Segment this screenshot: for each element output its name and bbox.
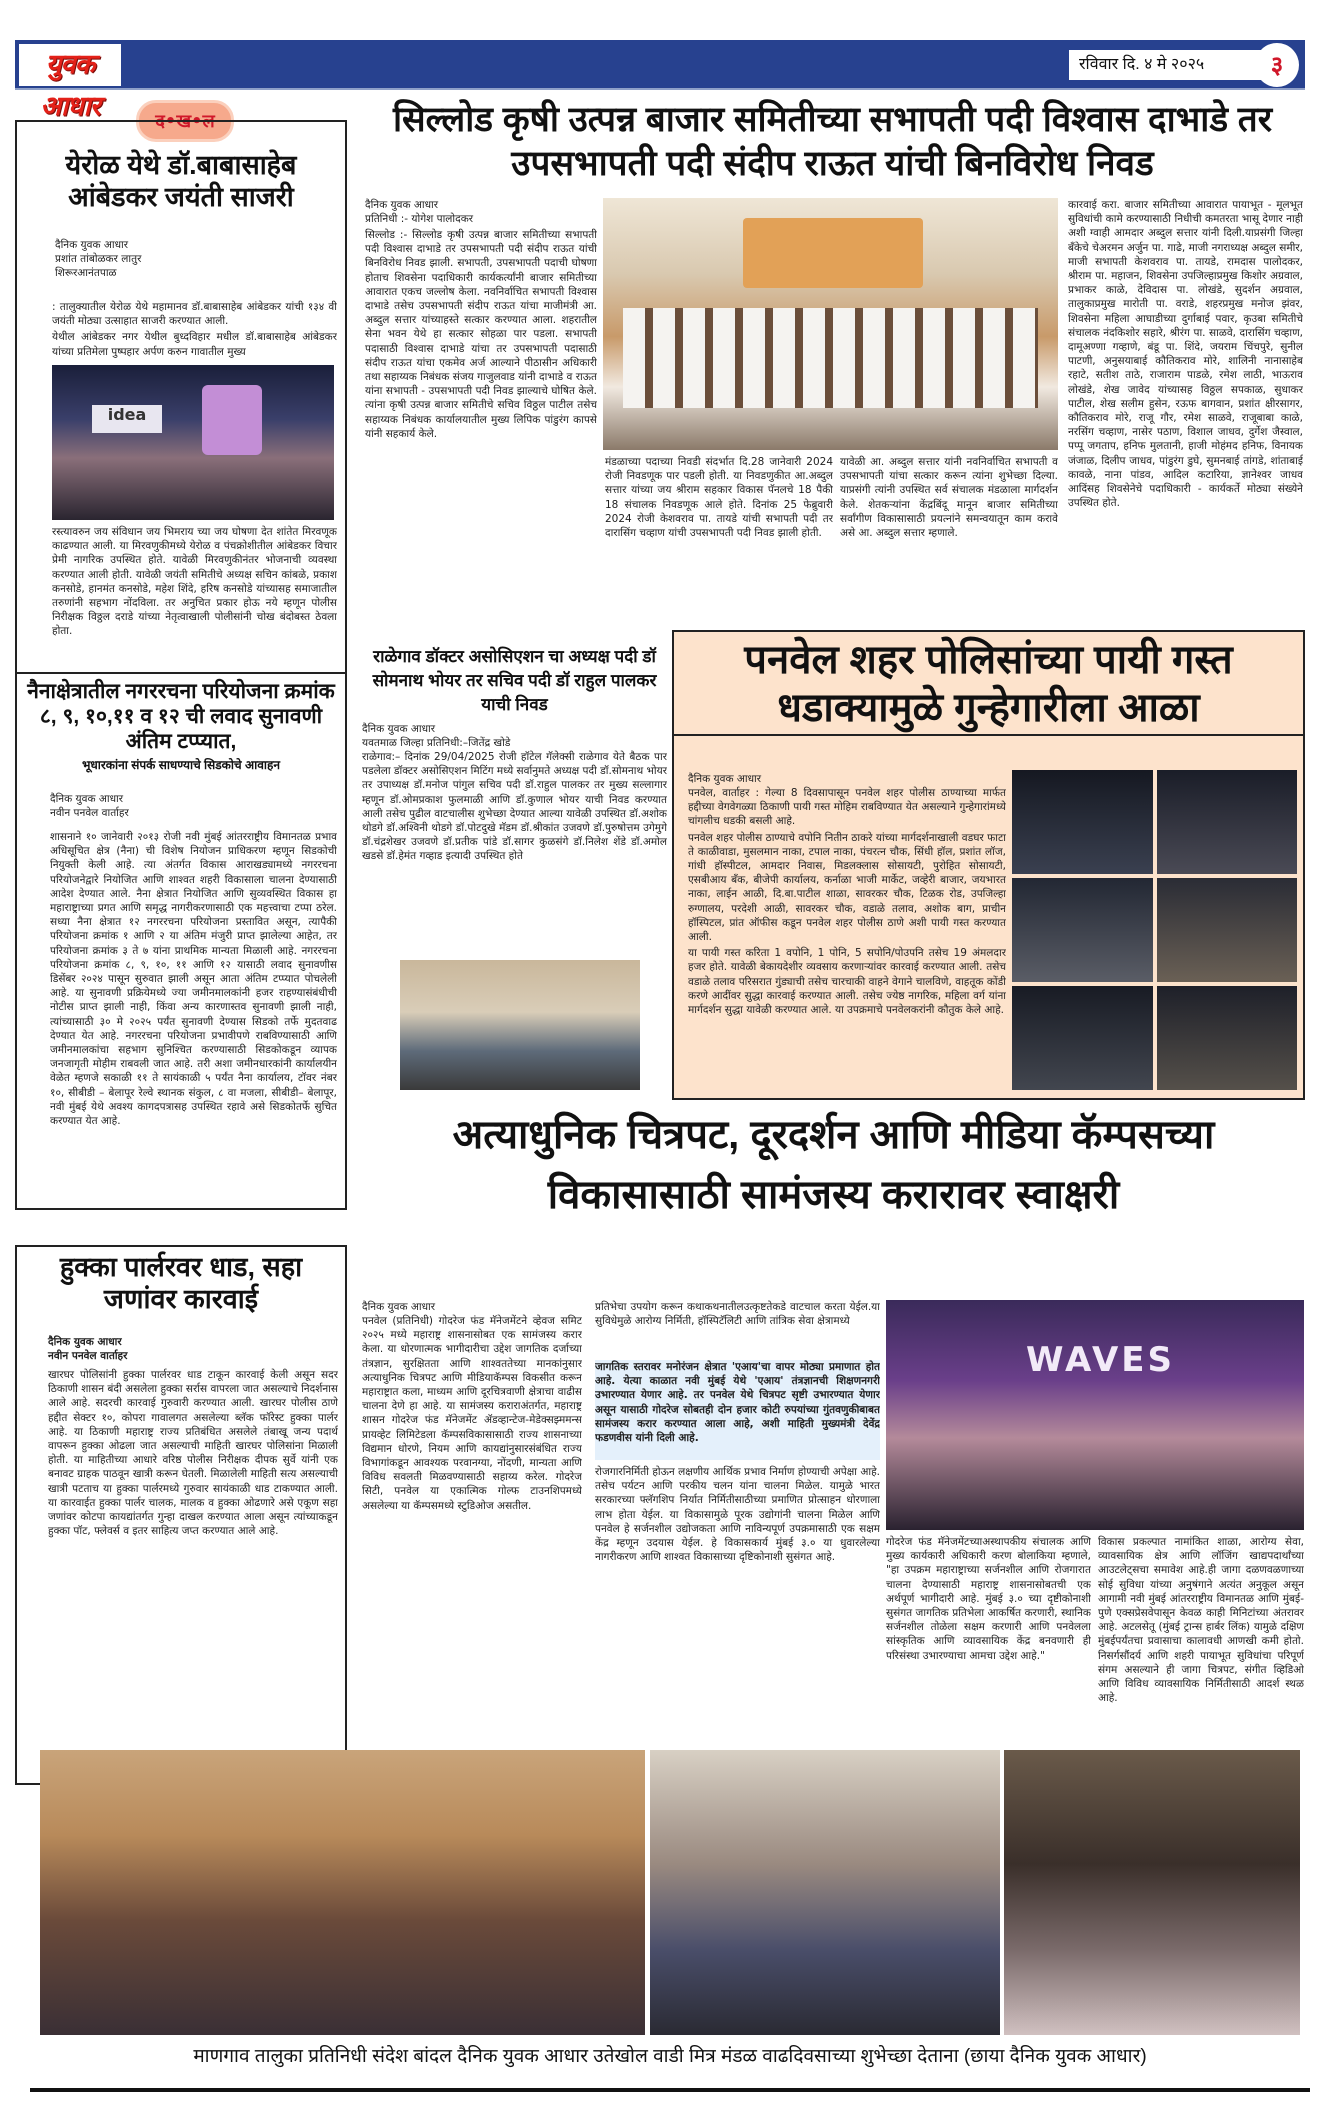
bottom-rule [30, 2088, 1310, 2092]
media-headline: अत्याधुनिक चित्रपट, दूरदर्शन आणि मीडिया कॅम्पसच्या विकासासाठी सामंजस्य करारावर स्वाक्षरी [452, 1113, 1215, 1217]
byline-line: दैनिक युवक आधार [365, 199, 439, 211]
divider [672, 734, 1305, 736]
sillod-body-col4: कारवाई करा. बाजार समितीच्या आवारात पायाभूत - मूलभूत सुविधांची कामे करण्यासाठी निधीची कमतरता भासू देणार नाही अशी ग्वाही आमदार अब्दुल सत्तार यांनी दिली.याप्रसंगी जिल्हा बँकेचे चेअरमन अर्जुन पा. गाढे, माजी नगराध्यक्ष अब्दुल समीर, माजी सभापती केशवराव पा. तायडे, रामदास पालोदकर, श्रीराम पा. महाजन, शिवसेना उपजिल्हाप्रमुख किशोर अग्रवाल, प्रभाकर काळे, देविदास पा. लोखंडे, सुदर्शन अग्रवाल, तालुकाप्रमुख मारोती पा. वराडे, शहरप्रमुख मनोज झंवर, शिवसेना महिला आघाडीच्या दुर्गाबाई पवार, कृउबा समितीचे संचालक नंदकिशोर सहारे, श्रीरंग पा. साळवे, दारासिंग चव्हाण, दामूअण्णा गव्हाणे, बंडू पा. शिंदे, जयराम चिंचपुरे, सुनील पाटणी, अनुसयाबाई कौतिकराव मोरे, शालिनी नानासाहेब रहाटे, सतीश ताठे, राजाराम पाडळे, रमेश लाठी, भाऊराव लोखंडे, शेख जावेद यांच्यासह विठ्ठल सपकाळ, सुधाकर पाटील, शेख सलीम हुसेन, रऊफ बागवान, प्रशांत क्षीरसागर, कौतिकराव मोरे, राजू गौर, रमेश साळवे, राजूबाबा काळे, नरसिंग चव्हाण, नासेर पठाण, विशाल जाधव, दुर्गेश जैस्वाल, पप्पू जगताप, हनिफ मुलतानी, हाजी मोहंमद हनिफ, विनायक जंजाळ, दिलीप जाधव, पांडुरंग डुघे, सुमनबाई तांगडे, शांताबाई कावळे, नाना पांडव, आदिल कटारिया, ज्ञानेश्वर जाधव आदिंसह शिवसेनेचे पदाधिकारी - कार्यकर्ते मोठ्या संख्येने उपस्थित होते. [1068, 199, 1303, 510]
patrol-photo [1157, 986, 1298, 1090]
ralegaon-doctors-photo [400, 960, 640, 1090]
mitra-mandal-photo-2 [650, 1750, 1000, 2035]
yerol-body [52, 300, 337, 358]
byline-line: प्रतिनिधी :- योगेश पालोदकर [365, 213, 474, 225]
hukka-body: खारघर पोलिसांनी हुक्का पार्लरवर धाड टाकून कारवाई केली असून सदर ठिकाणी शासन बंदी असलेला हुक्का सर्रास वापरला जात असल्याचे निदर्शनास आले आहे. सदरची कारवाई गुरुवारी करण्यात आली. खारघर पोलीस ठाणे हद्दीत सेक्टर १०, कोपरा गावालगत असलेल्या ब्लॅक फॉरेस्ट हुक्का पार्लर आहे. या ठिकाणी महाराष्ट्र राज्य प्रतिबंधित असलेले तंबाखू जन्य पदार्थ वापरून हुक्का ओढला जात असल्याची माहिती खारघर पोलिसांना मिळाली होती. या माहितीच्या आधारे वरिष्ठ पोलीस निरीक्षक दीपक सुर्वे यांनी एक बनावट ग्राहक पाठवून खात्री करून घेतली. मिळालेली माहिती सत्य असल्याची खात्री पटताच या हुक्का पार्लरमध्ये गुरुवार सायंकाळी धाड टाकण्यात आली. या कारवाईत हुक्का पार्लर चालक, मालक व हुक्का ओढणारे असे एकूण सहा जणांवर कोटपा कायद्यांतर्गत गुन्हा दाखल करण्यात आला असून त्यांच्याकडून हुक्का पॉट, फ्लेवर्स व इतर साहित्य जप्त करण्यात आले आहे. [48, 1369, 338, 1538]
patrol-photo [1012, 770, 1153, 874]
paragraph: या पायी गस्त करिता 1 वपोनि, 1 पोनि, 5 सपोनि/पोउपनि तसेच 19 अंमलदार हजर होते. यावेळी बेकायदेशीर व्यवसाय करणाऱ्यांवर कारवाई करण्यात आली. तसेच वडाळे तलाव परिसरात गुंड्याची तसेच चारचाकी वाहने वेगाने चालविणे, वाहतूक कोंडी करणे आदींवर सुद्धा कारवाई करण्यात आली. तसेच ज्येष्ठ नागरिक, महिला वर्ग यांना मार्गदर्शन सुद्धा यावेळी करण्यात आले. या उपक्रमाचे पनवेलकरांनी कौतुक केले आहे. [688, 947, 1006, 1017]
media-highlight-box: जागतिक स्तरावर मनोरंजन क्षेत्रात 'एआय'चा वापर मोठ्या प्रमाणात होत आहे. येत्या काळात नवी मुंबई येथे 'एआय' तंत्रज्ञानची शिक्षणनगरी उभारण्यात येणार आहे. तर पनवेल येथे चित्रपट सृष्टी उभारण्यात येणार असून यासाठी गोदरेज सोबतही दोन हजार कोटी रुपयांच्या गुंतवणुकीबाबत सामंजस्य करार करण्यात आला आहे, अशी माहिती मुख्यमंत्री देवेंद्र फडणवीस यांनी दिली आहे. [595, 1360, 880, 1460]
dakhal-label: द•ख•ल [136, 100, 234, 142]
byline-line: यवतमाळ जिल्हा प्रतिनिधी:–जितेंद्र खोडे [362, 737, 511, 749]
byline-line: नवीन पनवेल वार्ताहर [50, 807, 129, 819]
naina-headline: नैनाक्षेत्रातील नगररचना परियोजना क्रमांक ८, ९, १०,११ व १२ ची लवाद सुनावणी अंतिम टप्प्यात, [27, 680, 335, 753]
paragraph: पनवेल शहर पोलीस ठाण्याचे वपोनि नितीन ठाकरे यांच्या मार्गदर्शनाखाली वडघर फाटा ते काळीवाडा, मुसलमान नाका, टपाल नाका, पंचरत्न चौक, सिंधी हॉल, प्रशांत लॉज, गांधी हॉस्पीटल, आमदार निवास, मिडलक्लास सोसायटी, पुरोहित सोसायटी, एसबीआय बँक, बीजेपी कार्यालय, कर्नाळा भाजी मार्केट, जव्हेरी बाजार, जयभारत नाका, लाईन आळी, दि.बा.पाटील शाळा, सावरकर चौक, टिळक रोड, उपजिल्हा रुग्णालय, परदेशी आळी, सावरकर चौक, वडाळे तलाव, अशोक बाग, प्राचीन हॉस्पिटल, प्रांत ऑफीस कडून पनवेल शहर पोलीस ठाणे अशी पायी गस्त करण्यात आली. [688, 831, 1006, 944]
patrol-photo [1157, 878, 1298, 982]
naina-subhead: भूधारकांना संपर्क साधण्याचे सिडकोचे आवाहन [81, 758, 281, 772]
byline-line: दैनिक युवक आधार [362, 723, 436, 735]
patrol-photo [1012, 986, 1153, 1090]
panvel-patrol-photo-grid [1012, 770, 1297, 1090]
patrol-photo [1012, 878, 1153, 982]
sillod-body-col3: यावेळी आ. अब्दुल सत्तार यांनी नवनिर्वाचित सभापती व उपसभापती यांचा सत्कार करून त्यांना शुभेच्छा दिल्या. याप्रसंगी त्यांनी उपस्थित सर्व संचालक मंडळाला मार्गदर्शन केले. शेतकऱ्यांना केंद्रबिंदू मानून बाजार समितीच्या सर्वांगीण विकासासाठी प्रयत्नांने समन्वयातून काम करावे असे आ. अब्दुल सत्तार म्हणाले. [840, 456, 1058, 540]
ralegaon-body: राळेगाव:– दिनांक 29/04/2025 रोजी हॉटेल गॅलेक्सी राळेगाव येते बैठक पार पडलेला डॉक्टर असोसिएशन मिटिंग मध्ये सर्वानुमते अध्यक्ष पदी डॉ.सोमनाथ भोयर तर उपाध्यक्ष डॉ.मनोज पांगुल सचिव पदी डॉ.राहुल पालकर तर मुख्य सल्लागार म्हणून डॉ.ओमप्रकाश फुलमाळी आणि डॉ.कुणाल भोयर याची निवड करण्यात आली तसेच पुढील वाटचालीस शुभेच्छा देण्यात आल्या यावेळी उपस्थित डॉ.अशोक थोडगे डॉ.अश्विनी थोडगे डॉ.पोटदुखे मॅडम डॉ.श्रीकांत उजवणे डॉ.पुरुषोत्तम उगेमुगे डॉ.चंद्रशेखर उजवणे डॉ.प्रतीक पांडे डॉ.सागर कुळसंगे डॉ.निलेश शेंडे डॉ.अमोल खडसे डॉ.हेमंत गव्हाड इत्यादी उपस्थित होते [362, 751, 667, 863]
page-number: ३ [1255, 43, 1299, 87]
byline-line: दैनिक युवक आधार [50, 793, 124, 805]
mitra-mandal-group-photo [40, 1750, 645, 2035]
byline-line: दैनिक युवक आधार [48, 1336, 122, 1348]
paragraph: : तालुक्यातील येरोळ येथे महामानव डॉ.बाबासाहेब आंबेडकर यांची १३४ वी जयंती मोठ्या उत्साहात साजरी करण्यात आली. [52, 301, 337, 328]
yerol-headline: येरोळ येथे डॉ.बाबासाहेब आंबेडकर जयंती साजरी [65, 150, 297, 212]
hukka-headline: हुक्का पार्लरवर धाड, सहा जणांवर कारवाई [59, 1252, 303, 1314]
media-body-col2-top: प्रतिभेचा उपयोग करून कथाकथनातीलउत्कृष्टतेकडे वाटचाल करता येईल.या सुविधेमुळे आरोग्य निर्मिती, हॉस्पिटॅलिटी आणि तांत्रिक सेवा क्षेत्रामध्ये [595, 1301, 880, 1328]
yerol-byline [55, 238, 335, 280]
ralegaon-headline: राळेगाव डॉक्टर असोसिएशन चा अध्यक्ष पदी डॉ सोमनाथ भोयर तर सचिव पदी डॉ राहुल पालकर याची निवड [372, 647, 657, 714]
panvel-headline: पनवेल शहर पोलिसांच्या पायी गस्त धडाक्यामुळे गुन्हेगारीला आळा [744, 638, 1233, 730]
newspaper-logo: युवक आधार [19, 44, 121, 86]
issue-date: रविवार दि. ४ मे २०२५ [1069, 50, 1279, 80]
photo-caption: माणगाव तालुका प्रतिनिधी संदेश बांदल दैनिक युवक आधार उतेखोल वाडी मित्र मंडळ वाढदिवसाच्या शुभेच्छा देताना (छाया दैनिक युवक आधार) [193, 2046, 1147, 2067]
panvel-byline: दैनिक युवक आधार [688, 773, 762, 785]
naina-body: शासनाने १० जानेवारी २०१३ रोजी नवी मुंबई आंतरराष्ट्रीय विमानतळ प्रभाव अधिसूचित क्षेत्र (नैना) ची विशेष नियोजन प्राधिकरण म्हणून सिडकोची नियुक्ती केली आहे. त्या अंतर्गत विकास आराखड्यामध्ये नगररचना परियोजनेद्वारे नियोजित आणि शाश्वत शहरी विकासाला चालना देण्यासाठी आदेश देण्यात आले. नैना क्षेत्रात नियोजित आणि सुव्यवस्थित विकास हा महाराष्ट्राच्या प्रगत आणि समृद्ध नागरीकरणासाठी एक महत्त्वाचा टप्पा ठरेल. सध्या नैना क्षेत्रात १२ नगररचना परियोजना प्रस्तावित असून, त्यापैकी परियोजना क्रमांक १ आणि २ या अंतिम मंजुरी प्राप्त झालेल्या आहेत, तर परियोजना क्रमांक ३ ते ७ यांना प्राथमिक मान्यता मिळाली आहे. नगररचना परियोजना क्रमांक ८, ९, १०, ११ आणि १२ यासाठी लवाद सुनावणीस डिसेंबर २०२४ पासून सुरुवात झाली असून आता अंतिम टप्प्यात पोचलेली आहे. या सुनावणी प्रक्रियेमध्ये ज्या जमीनमालकांनी हजर राहण्यासंबंधीची नोटीस प्राप्त झाली नाही, किंवा अन्य कारणास्तव सुनावणी झाली नाही, त्यांच्यासाठी ३० मे २०२५ पर्यंत सुनावणी देण्यास सिडको तर्फे मुदतवाढ देण्यात येत आहे. नगररचना परियोजना प्रभावीपणे राबविण्यासाठी आणि जमीनमालकांचा सहभाग सुनिश्चित करण्यासाठी सिडकोकडून व्यापक जनजागृती मोहीम राबवली जात आहे. तरी अशा जमीनधारकांनी कार्यालयीन वेळेत म्हणजे सकाळी ११ ते सायंकाळी ५ पर्यंत नैना कार्यालय, टॉवर नंबर १०, सीबीडी – बेलापूर रेल्वे स्थानक संकुल, ८ वा मजला, सीबीडी– बेलापूर, नवी मुंबई येथे अवश्य कागदपत्रासह उपस्थित रहावे असे सिडकोतर्फे सुचित करण्यात येत आहे. [50, 831, 337, 1128]
paragraph: येथील आंबेडकर नगर येथील बुध्दविहार मधील डॉ.बाबासाहेब आंबेडकर यांच्या प्रतिमेला पुष्पहार अर्पण करुन गावातील मुख्य [52, 331, 337, 358]
naina-byline [50, 792, 330, 820]
sillod-body-col2: मंडळाच्या पदाच्या निवडी संदर्भात दि.28 जानेवारी 2024 रोजी निवडणूक पार पडली होती. या निवडणुकीत आ.अब्दुल सत्तार यांच्या जय श्रीराम सहकार विकास पॅनलचे 18 पैकी 18 संचालक निवडणूक आले होते. दिनांक 25 फेब्रुवारी 2024 रोजी केशवराव पा. तायडे यांची सभापती पदी तर दारासिंग चव्हाण यांची उपसभापती पदी निवड झाली होती. [605, 456, 833, 540]
media-body-col4: विकास प्रकल्पात नामांकित शाळा, आरोग्य सेवा, व्यावसायिक क्षेत्र आणि लॉजिंग खाद्यपदार्थांच्या आउटलेट्सचा समावेश आहे.ही जागा दळणवळणाच्या सोई सुविधा यांच्या अनुषंगाने अत्यंत अनुकूल असून आगामी नवी मुंबई आंतरराष्ट्रीय विमानतळ आणि मुंबई-पुणे एक्सप्रेसवेपासून केवळ काही मिनिटांच्या अंतरावर आहे. अटलसेतू (मुंबई ट्रान्स हार्बर लिंक) यामुळे दक्षिण मुंबईपर्यंतचा प्रवासाचा कालावधी आणखी कमी होतो. निसर्गसौंदर्य आणि शहरी पायाभूत सुविधांचा परिपूर्ण संगम असल्याने ही जागा चित्रपट, संगीत व्हिडिओ आणि विविध व्यावसायिक निर्मितीसाठी आदर्श स्थळ आहे. [1098, 1536, 1304, 1705]
media-byline: दैनिक युवक आधार [362, 1301, 436, 1313]
yerol-jayanti-photo: idea [52, 365, 334, 520]
ralegaon-byline [362, 722, 667, 750]
byline-line: शिरूरआनंतपाळ [55, 267, 117, 279]
patrol-photo [1157, 770, 1298, 874]
sillod-headline: सिल्लोड कृषी उत्पन्न बाजार समितीच्या सभापती पदी विश्वास दाभाडे तर उपसभापती पदी संदीप राऊत यांची बिनविरोध निवड [392, 100, 1273, 183]
byline-line: प्रशांत तांबोळकर लातुर [55, 253, 142, 265]
media-body-col2-bottom: रोजगारनिर्मिती होऊन लक्षणीय आर्थिक प्रभाव निर्माण होण्याची अपेक्षा आहे. तसेच पर्यटन आणि परकीय चलन यांना चालना मिळेल. यामुळे भारत सरकारच्या फ्लॅगशिप निर्यात निर्मितीसाठीच्या प्रमाणित प्रोत्साहन धोरणाला लाभ होता येईल. या विकासामुळे पूरक उद्योगांनी चालना मिळेल आणि पनवेल हे सर्जनशील उद्योजकता आणि नाविन्यपूर्ण उपक्रमासाठी एक सक्षम केंद्र म्हणून उदयास येईल. हे विकासकार्य मुंबई ३.० या धुवारलेल्या नागरीकरण आणि शाश्वत विकासाच्या दृष्टिकोनाशी सुसंगत आहे. [595, 1466, 880, 1564]
byline-line: दैनिक युवक आधार [55, 239, 129, 251]
hukka-byline [48, 1335, 328, 1363]
media-body-col3: गोदरेज फंड मॅनेजमेंटच्याअस्थापकीय संचालक आणि मुख्य कार्यकारी अधिकारी करण बोलाकिया म्हणाले, "हा उपक्रम महाराष्ट्राच्या सर्जनशील आणि रोजगारात चालना देण्यासाठी महाराष्ट्र शासनासोबतची एक अर्थपूर्ण भागीदारी आहे. मुंबई ३.० च्या दृष्टीकोनाशी सुसंगत जागतिक प्रतिभेला आकर्षित करणारी, स्थानिक सर्जनशील तोळेला सक्षम करणारी आणि पनवेलला सांस्कृतिक आणि व्यावसायिक केंद्र बनवणारी ही परिसंस्था उभारण्याचा आमचा उद्देश आहे." [886, 1536, 1091, 1662]
sillod-body-col1: सिल्लोड :- सिल्लोड कृषी उत्पन्न बाजार समितीच्या सभापती पदी विश्वास दाभाडे तर उपसभापती पदी संदीप राऊत यांची बिनविरोध निवड झाली. सभापती, उपसभापती पदाची घोषणा होताच शिवसेना पदाधिकारी कार्यकर्त्यांनी बाजार समितीच्या आवारात एकच जल्लोष केला. नवनिर्वाचित सभापती विश्वास दाभाडे तसेच उपसभापती संदीप राऊत यांचा माजीमंत्री आ. अब्दुल सत्तार यांच्याहस्ते सत्कार करण्यात आला. शहरातील सेना भवन येथे हा सत्कार सोहळा पार पडला. सभापती पदासाठी विश्वास दाभाडे यांचा तर उपसभापती पदासाठी संदीप राऊत यांचा एकमेव अर्ज आल्याने पीठासीन अधिकारी तथा सहाय्यक निबंधक संजय गाजुलवाड यांनी दाभाडे व राऊत यांना सभापती - उपसभापती पदी निवड झाल्याचे घोषित केले. त्यांना कृषी उत्पन्न बाजार समितीचे सचिव विठ्ठल पाटील तसेच सहाय्यक निबंधक कार्यालयातील मुख्य लिपिक पांडुरंग कापसे यांनी सहकार्य केले. [365, 229, 597, 440]
sillod-byline [365, 198, 595, 226]
media-body-col1: पनवेल (प्रतिनिधी) गोदरेज फंड मॅनेजमेंटने व्हेवज समिट २०२५ मध्ये महाराष्ट्र शासनासोबत एक सामंजस्य करार केला. या धोरणात्मक भागीदारीचा उद्देश जागतिक दर्जाच्या तंत्रज्ञान, सुरक्षितता आणि शाश्वततेच्या मानकांनुसार अत्याधुनिक चित्रपट आणि मीडियाकॅम्पस विकसीत करून महाराष्ट्रात कला, माध्यम आणि दूरचित्रवाणी क्षेत्राचा वाढीस चालना देणे हा आहे. या सामंजस्य कराराअंतर्गत, महाराष्ट्र शासन गोदरेज फंड मॅनेजमेंट ॲडव्हान्टेज-मेडेक्सझ्ममन्स प्रायव्हेट लिमिटेडला कॅम्पसविकासासाठी राज्य शासनाच्या विद्यमान धोरणे, नियम आणि कायद्यांनुसारसंबंधित राज्य विभागांकडून आवश्यक परवानग्या, नोंदणी, मान्यता आणि विविध सवलती मिळवण्यासाठी सहाय्य करेल. गोदरेज सिटी, पनवेल या एकात्मिक गोल्फ टाउनशिपमध्ये असलेल्या या कॅम्पसमध्ये स्टुडिओज असतील. [362, 1315, 582, 1512]
mitra-mandal-photo-3 [1004, 1750, 1300, 2035]
waves-summit-photo [886, 1300, 1304, 1530]
byline-line: नवीन पनवेल वार्ताहर [48, 1350, 128, 1362]
waves-logo-text: WAVES [1026, 1340, 1176, 1380]
sillod-felicitation-photo [603, 198, 1058, 450]
yerol-body-continued: रस्त्यावरुन जय संविधान जय भिमराय च्या जय घोषणा देत शांतेत मिरवणूक काढण्यात आली. या मिरवणुकीमध्ये येरोळ व पंचक्रोशीतील आंबेडकर विचार प्रेमी नागरिक उपस्थित होते. यावेळी मिरवणुकीनंतर भोजनाची व्यवस्था करण्यात आली होती. यावेळी जयंती समितीचे अध्यक्ष सचिन कांबळे, प्रकाश कनसोडे, हानमंत कनसोडे, महेश शिंदे, हरिष कनसोडे यांच्यासह समाजातील तरुणांनी सहभाग नोंदविला. तर अनुचित प्रकार होऊ नये म्हणून पोलीस निरीक्षक विठ्ठल दराडे यांच्या नेतृत्वाखाली पोलीसांनी चोख बंदोबस्त ठेवला होता. [52, 526, 337, 638]
panvel-body [688, 786, 1006, 1091]
paragraph: पनवेल, वार्ताहर : गेल्या 8 दिवसापासून पनवेल शहर पोलीस ठाण्याच्या मार्फत हद्दीच्या वेगवेगळ्या ठिकाणी पायी गस्त मोहिम राबविण्यात येत असल्याने गुन्हेगारांमध्ये चांगलीच धडकी बसली आहे. [688, 787, 1006, 828]
divider [15, 672, 347, 674]
